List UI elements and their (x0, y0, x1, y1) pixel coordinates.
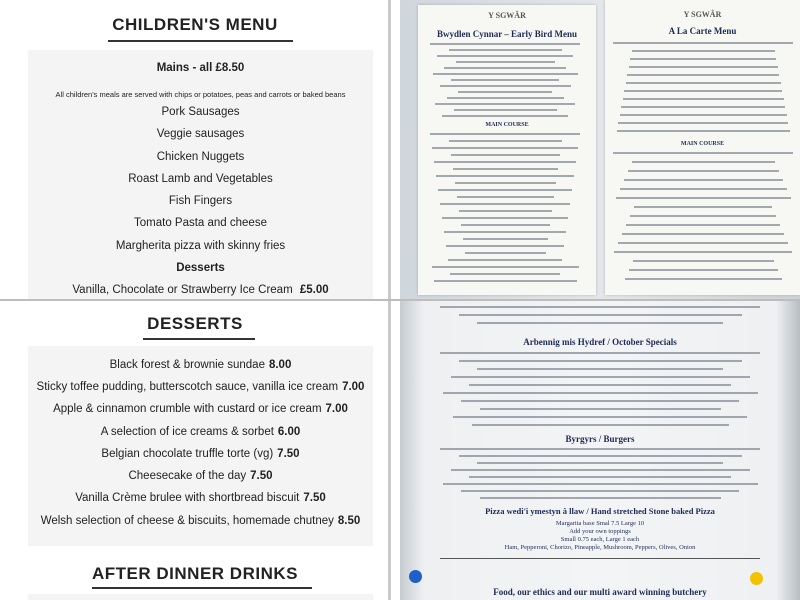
dessert-name: Belgian chocolate truffle torte (vg) (101, 448, 274, 460)
desserts-panel (28, 346, 373, 546)
printed-text-line (618, 122, 788, 124)
menu-item: Chicken Nuggets (156, 151, 245, 163)
title-underline (108, 40, 293, 42)
dessert-row (28, 381, 373, 393)
printed-text-line (626, 82, 781, 84)
printed-text-line (469, 384, 731, 386)
printed-text-line (453, 416, 747, 418)
printed-text-line (469, 476, 731, 478)
brand-name: Y SGWÂR (683, 10, 722, 19)
dessert-name: Cheesecake of the day (128, 470, 247, 482)
printed-text-line (434, 280, 577, 282)
dessert-price: 7.50 (303, 492, 326, 504)
dessert-row (28, 470, 373, 482)
early-bird-heading: Bwydlen Cynnar – Early Bird Menu (436, 29, 578, 39)
printed-text-line (629, 269, 778, 271)
printed-text-line (448, 259, 562, 261)
printed-text-line (449, 140, 562, 142)
footer-text: Food, our ethics and our multi award winning butchery (493, 587, 707, 597)
printed-text-line (432, 266, 579, 268)
printed-text-line (443, 483, 758, 485)
menu-item: Fish Fingers (168, 195, 233, 207)
dessert-item-name: Vanilla, Chocolate or Strawberry Ice Cream (72, 284, 293, 296)
printed-text-line (451, 154, 560, 156)
brand-name: Y SGWÂR (488, 11, 526, 20)
printed-text-line (477, 368, 723, 370)
childrens-menu-title: CHILDREN'S MENU (112, 15, 278, 34)
printed-text-line (623, 98, 784, 100)
dessert-name: Vanilla Crème brulee with shortbread biscuit (75, 492, 300, 504)
dessert-name: A selection of ice creams & sorbet (100, 426, 274, 438)
dessert-price: 8.00 (268, 359, 292, 371)
printed-text-line (633, 260, 774, 262)
printed-text-line (459, 210, 552, 212)
printed-text-line (634, 206, 772, 208)
printed-text-line (618, 242, 788, 244)
printed-text-line (442, 217, 568, 219)
desserts-section (0, 300, 400, 600)
printed-text-line (449, 49, 562, 51)
dessert-item (28, 284, 373, 296)
printed-text-line (455, 182, 556, 184)
a-la-carte-heading: A La Carte Menu (668, 26, 737, 36)
title-underline (143, 338, 255, 340)
printed-text-line (626, 224, 780, 226)
childrens-menu-panel (28, 50, 373, 300)
printed-text-line (440, 448, 760, 450)
printed-text-line (440, 203, 570, 205)
printed-text-line (461, 224, 550, 226)
printed-text-line (629, 66, 778, 68)
pizza-heading: Pizza wedi'i ymestyn â llaw / Hand stretched Stone baked Pizza (485, 506, 715, 516)
printed-text-line (440, 85, 571, 87)
dessert-name: Black forest & brownie sundae (109, 359, 265, 371)
meal-note: All children's meals are served with chips or potatoes, peas and carrots or baked beans (55, 90, 346, 99)
dessert-item-price: £5.00 (299, 284, 329, 296)
printed-text-line (443, 392, 758, 394)
printed-text-line (628, 170, 779, 172)
printed-text-line (459, 455, 742, 457)
printed-text-line (434, 161, 576, 163)
printed-text-line (442, 115, 568, 117)
printed-text-line (451, 79, 559, 81)
printed-text-line (450, 273, 560, 275)
printed-text-line (438, 189, 572, 191)
blue-pin-icon (409, 570, 422, 583)
burgers-heading: Byrgyrs / Burgers (565, 434, 635, 444)
printed-text-line (613, 152, 793, 154)
dessert-price: 8.50 (337, 515, 361, 527)
title-underline (92, 587, 312, 589)
printed-text-line (456, 61, 555, 63)
dessert-row (28, 426, 373, 438)
dessert-price: 7.50 (250, 470, 273, 482)
pizza-line: Margarita base Smal 7.5 Large 10 (555, 520, 645, 527)
printed-text-line (477, 322, 723, 324)
printed-text-line (630, 58, 776, 60)
menu-item: Margherita pizza with skinny fries (115, 240, 286, 252)
a-la-carte-menu-card (605, 0, 800, 295)
printed-text-line (454, 109, 557, 111)
printed-text-line (621, 106, 785, 108)
dessert-row (28, 403, 373, 415)
desserts-heading: Desserts (176, 262, 225, 274)
printed-text-line (451, 376, 750, 378)
printed-text-line (432, 147, 578, 149)
printed-text-line (614, 251, 792, 253)
printed-text-line (477, 462, 723, 464)
printed-text-line (620, 114, 787, 116)
dessert-row (28, 448, 373, 460)
printed-text-line (437, 55, 573, 57)
menu-item: Pork Sausages (161, 106, 240, 118)
printed-text-line (465, 252, 546, 254)
dessert-price: 7.00 (325, 403, 348, 415)
printed-text-line (624, 90, 782, 92)
printed-text-line (457, 196, 554, 198)
pizza-line: Small 0.75 each, Large 1 each (560, 536, 640, 543)
printed-text-line (430, 43, 580, 45)
printed-text-line (440, 306, 760, 308)
dessert-row (28, 359, 373, 371)
printed-text-line (446, 245, 564, 247)
printed-text-line (616, 197, 791, 199)
dessert-name: Apple & cinnamon crumble with custard or ice cream (53, 403, 322, 415)
menu-item: Roast Lamb and Vegetables (128, 173, 273, 185)
printed-text-line (461, 400, 739, 402)
menu-photo-top (400, 0, 800, 300)
pizza-line: Add your own toppings (569, 528, 631, 535)
divider (440, 558, 760, 559)
dessert-name: Welsh selection of cheese & biscuits, homemade chutney (40, 515, 334, 527)
printed-text-line (630, 215, 776, 217)
printed-text-line (624, 179, 783, 181)
dessert-row (28, 515, 373, 527)
dessert-name: Sticky toffee pudding, butterscotch sauce, vanilla ice cream (36, 381, 339, 393)
specials-photo (400, 300, 800, 600)
printed-text-line (620, 188, 787, 190)
horizontal-divider (0, 299, 800, 301)
printed-text-line (444, 67, 566, 69)
main-course-heading: MAIN COURSE (485, 122, 529, 128)
printed-text-line (459, 360, 742, 362)
early-bird-menu-card (418, 5, 596, 295)
printed-text-line (453, 168, 558, 170)
printed-text-line (617, 130, 790, 132)
after-dinner-panel (28, 594, 373, 600)
printed-text-line (440, 352, 760, 354)
printed-text-line (433, 73, 578, 75)
menu-item: Veggie sausages (156, 128, 245, 140)
dessert-price: 7.00 (342, 381, 365, 393)
printed-text-line (430, 133, 580, 135)
dessert-price: 6.00 (277, 426, 301, 438)
yellow-pin-icon (750, 572, 763, 585)
childrens-menu-section (0, 0, 400, 300)
printed-text-line (622, 233, 784, 235)
printed-text-line (625, 278, 782, 280)
printed-text-line (461, 490, 739, 492)
printed-text-line (458, 91, 552, 93)
printed-text-line (632, 161, 775, 163)
dessert-price: 7.50 (277, 448, 300, 460)
menu-item: Tomato Pasta and cheese (134, 217, 267, 229)
october-specials-heading: Arbennig mis Hydref / October Specials (523, 337, 677, 347)
printed-text-line (436, 175, 574, 177)
printed-text-line (447, 97, 564, 99)
printed-text-line (435, 103, 575, 105)
desserts-title: DESSERTS (147, 314, 243, 333)
printed-text-line (480, 408, 721, 410)
printed-text-line (472, 424, 729, 426)
printed-text-line (632, 50, 775, 52)
printed-text-line (444, 231, 566, 233)
after-dinner-drinks-title: AFTER DINNER DRINKS (92, 564, 298, 583)
dessert-row (28, 492, 373, 504)
printed-text-line (627, 74, 779, 76)
printed-text-line (463, 238, 548, 240)
main-course-heading: MAIN COURSE (680, 141, 725, 147)
mains-heading: Mains - all £8.50 (156, 62, 245, 74)
printed-text-line (451, 469, 750, 471)
pizza-line: Ham, Pepperoni, Chorizo, Pineapple, Mushroom, Peppers, Olives, Onion (504, 544, 696, 551)
printed-text-line (459, 314, 742, 316)
printed-text-line (613, 42, 793, 44)
printed-text-line (480, 497, 721, 499)
